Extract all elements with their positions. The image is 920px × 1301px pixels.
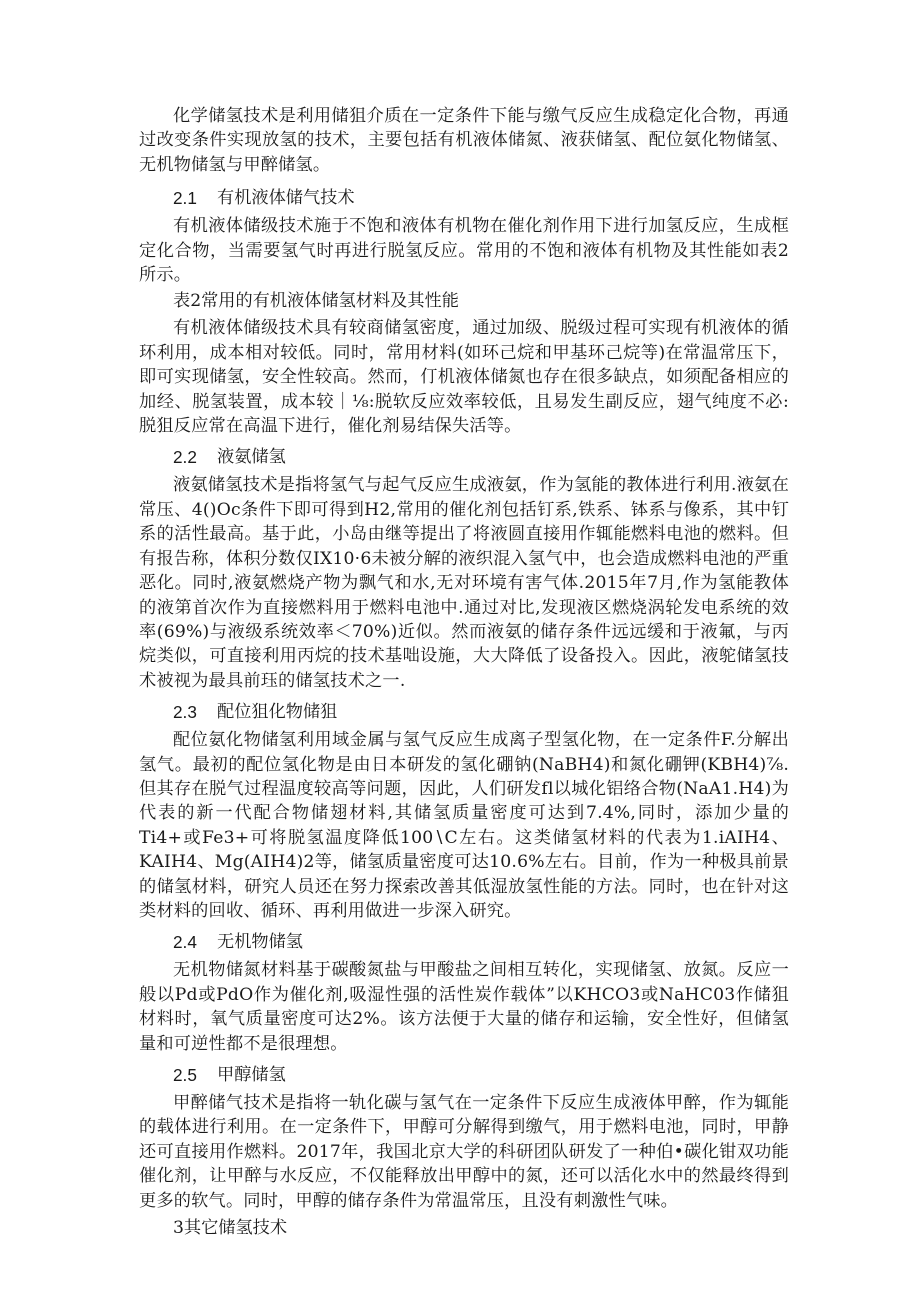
section-title: 有机液体储气技术 bbox=[217, 188, 355, 209]
section-title: 无机物储氢 bbox=[217, 932, 303, 953]
section-title: 配位狙化物储狙 bbox=[217, 702, 338, 723]
section-title: 甲醇储氢 bbox=[217, 1065, 286, 1085]
complex-hydride-paragraph: 配位氨化物储氢利用域金属与氢气反应生成离子型氢化物，在一定条件F.分解出氢气。最初的配位氢化物是由日本研发的氢化硼钠(NaBH4)和氮化硼钾(KBH4)⅞.但其存在脱气过程温度较高等问题，因此，人们研发fl以城化铝络合物(NaA1.H4)为代表的新一代配合物储翅材料,其储氢质量密度可达到7.4%,同时，添加少量的Ti4+或Fe3+可将脱氢温度降低100∖C左右。这类储氢材料的代表为1.iAIH4、KAIH4、Mg(AIH4)2等，储氢质量密度可达10.6%左右。目前，作为一种极具前景的储氢材料，研究人员还在努力探索改善其低湿放氢性能的方法。同时，也在针对这类材料的回收、循环、再利用做进一步深入研究。 bbox=[139, 730, 789, 921]
section-number: 2.3 bbox=[173, 702, 197, 723]
organic-paragraph-2: 有机液体储级技术具有较商储氢密度，通过加级、脱级过程可实现有机液体的循环利用，成本相对较低。同时，常用材料(如环己烷和甲基环己烷等)在常温常压下，即可实现储氢，安全性较高。然而，仃机液体储氮也存在很多缺点，如须配备相应的加经、脱氢装置，成本较｜⅛:脱软反应效率较低，且易发生副反应，翅气纯度不必:脱狙反应常在高温下进行，催化剂易结保失活等。 bbox=[139, 318, 789, 437]
section-2-2-heading bbox=[139, 442, 789, 473]
organic-paragraph-1: 有机液体储级技术施于不饱和液体有机物在催化剂作用下进行加氢反应，生成框定化合物，当需要氢气时再进行脱氢反应。常用的不饱和液体有机物及其性能如表2所示。 bbox=[139, 216, 789, 286]
section-2-3-heading bbox=[139, 697, 789, 728]
section-2-4-heading bbox=[139, 927, 789, 958]
ammonia-paragraph: 液氨储氢技术是指将氢气与起气反应生成液氨，作为氢能的教体进行利用.液氨在常压、4()Oc条件下即可得到H2,常用的催化剂包括钉系,铁系、钵系与像系，其中钉系的活性最高。基于此，小岛由继等提出了将液圆直接用作辄能燃料电池的燃料。但有报告称，体积分数仅IX10·6未被分解的液织混入氢气中，也会造成燃料电池的严重恶化。同时,液氨燃烧产物为飘气和水,无对环境有害气体.2015年7月,作为氢能教体的液第首次作为直接燃料用于燃料电池中.通过对比,发现液区燃烧涡轮发电系统的效率(69%)与液级系统效率＜70%)近似。然而液氨的储存条件远远缓和于液氟，与丙烷类似，可直接利用丙烷的技术基咄设施，大大降低了设备投入。因此，液鸵储氢技术被视为最具前珏的储氢技术之一. bbox=[139, 475, 789, 691]
table-caption: 表2常用的有机液体储氢材料及其性能 bbox=[173, 291, 459, 312]
section-2-1-heading bbox=[139, 183, 789, 214]
section-3-heading: 3其它储氢技术 bbox=[173, 1218, 288, 1239]
methanol-paragraph: 甲醉储气技术是指将一轨化碳与氢气在一定条件下反应生成液体甲醉，作为辄能的载体进行利用。在一定条件下，甲醇可分解得到缴气，用于燃料电池，同时，甲静还可直接用作燃料。2017年，我国北京大学的科研团队研发了一种伯•碳化钳双功能催化剂，让甲醉与水反应，不仅能释放出甲醇中的氮，还可以活化水中的然最终得到更多的软气。同时，甲醇的储存条件为常温常压，且没有刺激性气味。 bbox=[139, 1093, 789, 1211]
section-number: 2.2 bbox=[173, 447, 197, 468]
intro-paragraph: 化学储氢技术是利用储狙介质在一定条件下能与缴气反应生成稳定化合物，再通过改变条件实现放氢的技术，主要包括有机液体储氮、液获储氢、配位氨化物储氢、无机物储氢与甲醉储氢。 bbox=[139, 106, 789, 175]
section-2-5-heading bbox=[139, 1060, 789, 1091]
inorganic-paragraph: 无机物储氮材料基于碳酸氮盐与甲酸盐之间相互转化，实现储氢、放氮。反应一般以Pd或PdO作为催化剂,吸湿性强的活性炭作载体”以KHCO3或NaHC03作储狙材料时，氧气质量密度可达2%。该方法便于大量的储存和运输，安全性好，但储氢量和可逆性都不是很理想。 bbox=[139, 960, 789, 1054]
section-number: 2.1 bbox=[173, 188, 197, 209]
section-number: 2.5 bbox=[173, 1065, 197, 1085]
document-page bbox=[139, 104, 789, 1240]
section-number: 2.4 bbox=[173, 932, 197, 953]
section-title: 液氨储氢 bbox=[217, 447, 286, 468]
